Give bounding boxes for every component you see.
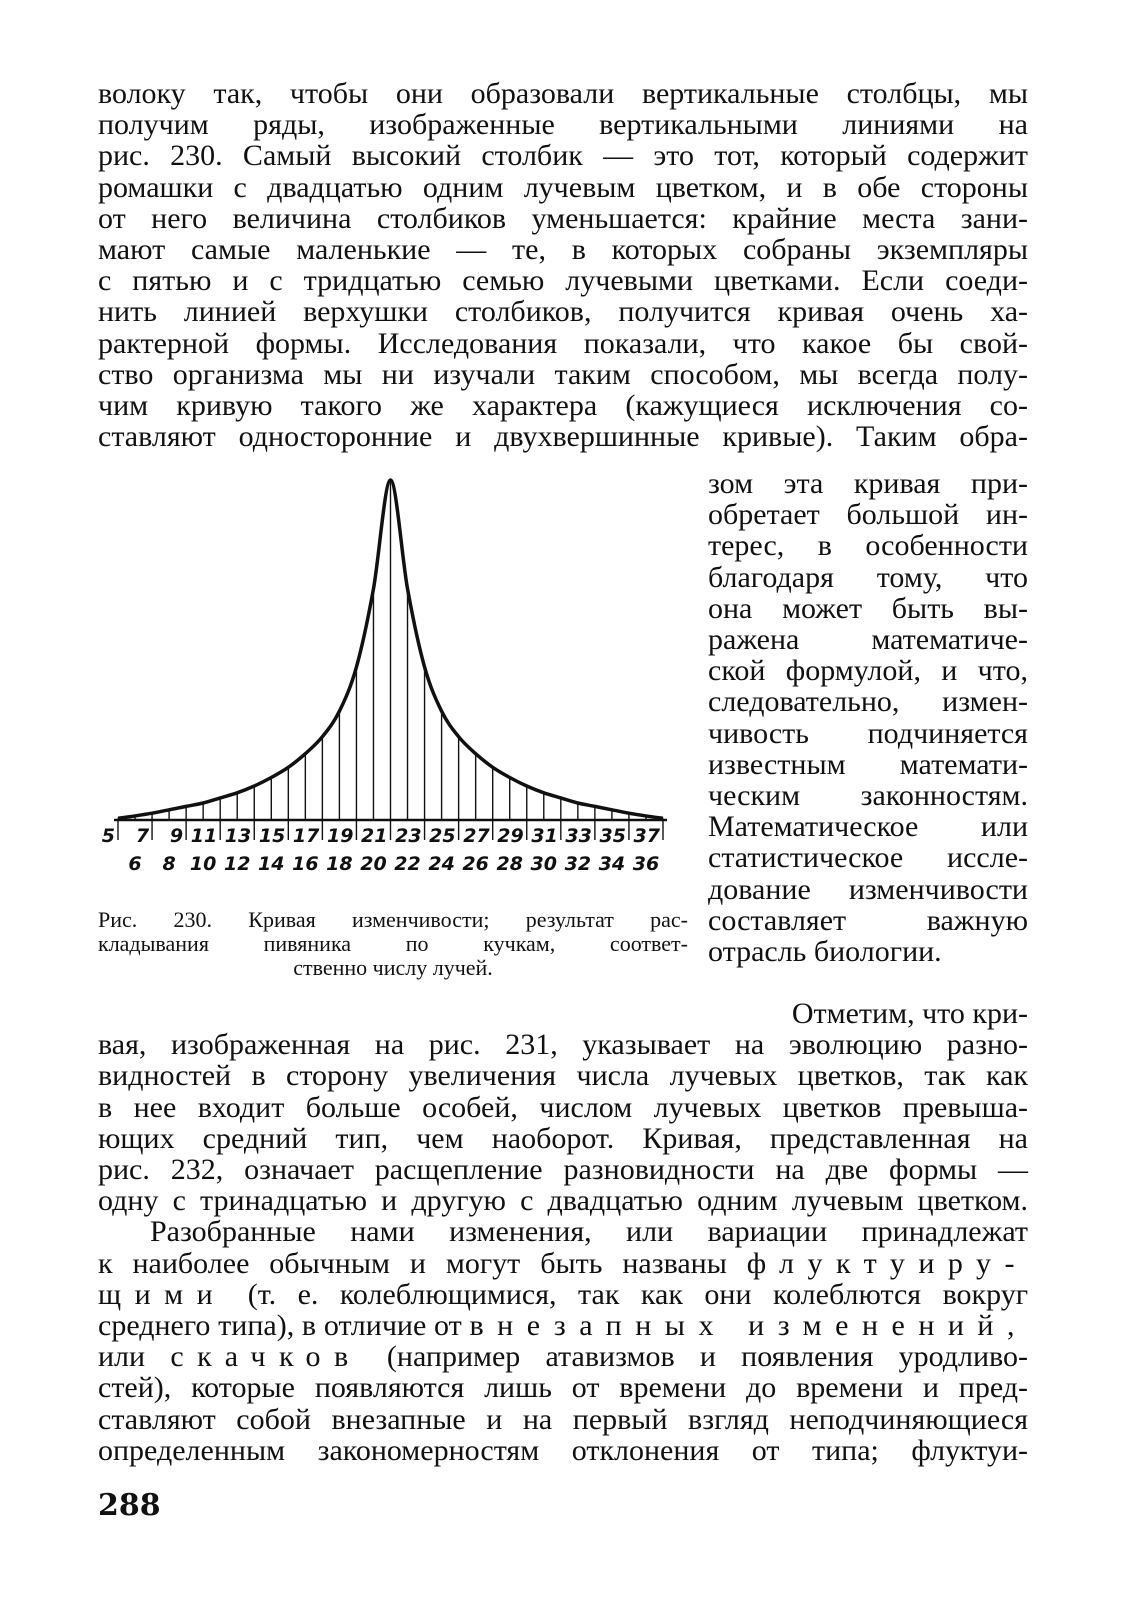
x-tick-label-even: 10 (189, 853, 217, 875)
spaced-term: флуктуиру- (746, 1246, 1029, 1280)
text-line: терес, в особенности (708, 529, 1028, 563)
text-line: ромашки с двадцатью одним лучевым цветком, и в обе стороны (98, 170, 1028, 204)
text-line: известным математи- (708, 747, 1028, 781)
x-tick-label-odd: 29 (497, 825, 524, 847)
text-line: волоку так, чтобы они образовали вертикальные столбцы, мы (98, 77, 1028, 110)
spaced-term: щими (98, 1277, 227, 1311)
text-line: она может быть вы- (708, 591, 1028, 625)
text-line: чим кривую такого же характера (кажущиеся исключения со- (98, 389, 1028, 423)
x-tick-label-odd: 37 (633, 825, 660, 847)
text-line: в нее входит больше особей, числом лучевых цветков превыша- (98, 1090, 1028, 1124)
x-tick-label-even: 28 (496, 853, 523, 875)
x-tick-label-even: 32 (564, 853, 592, 875)
text-line: ство организма мы ни изучали таким способом, мы всегда полу- (98, 357, 1028, 391)
x-tick-label-even: 12 (223, 853, 251, 875)
text-line: от него величина столбиков уменьшается: крайние места зани- (98, 201, 1028, 235)
x-tick-label-odd: 15 (258, 825, 286, 847)
x-tick-label-odd: 9 (169, 825, 184, 847)
text-line: видностей в сторону увеличения числа лучевых цветков, так как (98, 1059, 1028, 1093)
paragraph3-line (98, 1310, 1028, 1341)
top-paragraph (98, 78, 1028, 452)
figure-caption (98, 908, 688, 980)
text-line: отрасль биологии. (708, 935, 942, 969)
x-tick-label-odd: 21 (361, 825, 388, 847)
x-tick-label-even: 20 (360, 853, 387, 875)
x-tick-label-even: 8 (162, 853, 176, 875)
text-line: рис. 230. Самый высокий столбик — это тот, который содержит (98, 139, 1028, 173)
x-tick-label-odd: 35 (599, 825, 626, 847)
text-line: ставляют односторонние и двухвершинные кривые). Таким обра- (98, 420, 1028, 454)
x-tick-label-odd: 7 (135, 825, 150, 847)
x-tick-label-odd: 19 (326, 825, 354, 847)
text-line: дование изменчивости (708, 872, 1028, 906)
paragraph3-line: Разобранные нами изменения, или вариации принадлежат (150, 1215, 1028, 1249)
x-tick-label-odd: 33 (565, 825, 592, 847)
x-tick-label-odd: 25 (429, 825, 456, 847)
text-run: к наиболее обычным и могут быть названы (98, 1246, 727, 1280)
text-line: обретает большой ин- (708, 498, 1028, 532)
paragraph3-line (98, 1248, 1028, 1279)
x-tick-label-odd: 23 (395, 825, 422, 847)
x-tick-label-even: 26 (462, 853, 489, 875)
text-line: рис. 232, означает расщепление разновидности на две формы — (98, 1153, 1028, 1187)
paragraph3-line (98, 1341, 1028, 1372)
text-line: вая, изображенная на рис. 231, указывает на эволюцию разно- (98, 1028, 1028, 1062)
text-line: с пятью и с тридцатью семью лучевыми цветками. Если соеди- (98, 264, 1028, 298)
text-run: среднего типа), в отличие от (98, 1309, 462, 1343)
text-line: получим ряды, изображенные вертикальными линиями на (98, 108, 1028, 142)
x-tick-label-odd: 27 (463, 825, 490, 847)
paragraph2-first-line: Отметим, что кри- (791, 997, 1028, 1030)
text-line: ющих средний тип, чем наоборот. Кривая, представленная на (98, 1121, 1028, 1155)
figure-230 (98, 470, 688, 980)
spaced-term: внезапных изменений, (469, 1309, 1028, 1343)
x-tick-label-even: 34 (598, 853, 626, 875)
text-line: зом эта кривая при- (708, 467, 1028, 500)
page-number: 288 (98, 1488, 161, 1523)
x-tick-label-odd: 31 (531, 825, 558, 847)
text-line: статистическое иссле- (708, 841, 1028, 875)
text-run: (например атавизмов и появления уродливо- (386, 1340, 1029, 1374)
caption-line: ственно числу лучей. (293, 955, 493, 980)
x-tick-label-even: 24 (428, 853, 455, 875)
text-line: ражена математиче- (708, 623, 1028, 657)
caption-line: кладывания пивяника по кучкам, соответ- (98, 931, 688, 956)
text-line: нить линией верхушки столбиков, получится кривая очень ха- (98, 295, 1028, 329)
text-line: рактерной формы. Исследования показали, что какое бы свой- (98, 326, 1028, 360)
x-tick-label-even: 36 (632, 853, 660, 875)
variability-curve-chart (98, 470, 688, 900)
text-line: ской формулой, и что, (708, 654, 1028, 688)
side-text (708, 468, 1028, 967)
text-run: (т. е. колеблющимися, так как они колеблются вокруг (247, 1277, 1029, 1311)
x-tick-label-odd: 17 (292, 825, 320, 847)
text-line: мают самые маленькие — те, в которых собраны экземпляры (98, 233, 1028, 267)
text-line: Математическое или (708, 810, 1028, 844)
text-line: одну с тринадцатью и другую с двадцатью одним лучевым цветком. (98, 1184, 1028, 1218)
x-tick-label-even: 14 (258, 853, 285, 875)
x-tick-label-odd: 11 (190, 825, 218, 847)
text-line: чивость подчиняется (708, 716, 1028, 750)
text-line: ческим законностям. (708, 779, 1028, 813)
text-line: благодаря тому, что (708, 560, 1028, 594)
text-line: следовательно, измен- (708, 685, 1028, 719)
x-tick-label-even: 18 (326, 853, 353, 875)
bottom-text (98, 998, 1028, 1466)
x-tick-label-odd: 13 (224, 825, 252, 847)
text-line: стей), которые появляются лишь от времени до времени и пред- (98, 1371, 1028, 1405)
text-line: составляет важную (708, 903, 1028, 937)
text-run: или (98, 1340, 146, 1374)
paragraph3-line (98, 1279, 1028, 1310)
x-tick-label-even: 6 (128, 853, 142, 875)
text-line: определенным закономерностям отклонения от типа; флуктуи- (98, 1433, 1028, 1467)
spaced-term: скачков (170, 1340, 362, 1374)
x-tick-label-even: 30 (530, 853, 558, 875)
x-tick-label-odd: 5 (101, 825, 115, 847)
x-tick-label-even: 16 (292, 853, 319, 875)
text-line: ставляют собой внезапные и на первый взгляд неподчиняющиеся (98, 1402, 1028, 1436)
x-tick-label-even: 22 (394, 853, 421, 875)
caption-line: Рис. 230. Кривая изменчивости; результат рас- (98, 907, 688, 932)
